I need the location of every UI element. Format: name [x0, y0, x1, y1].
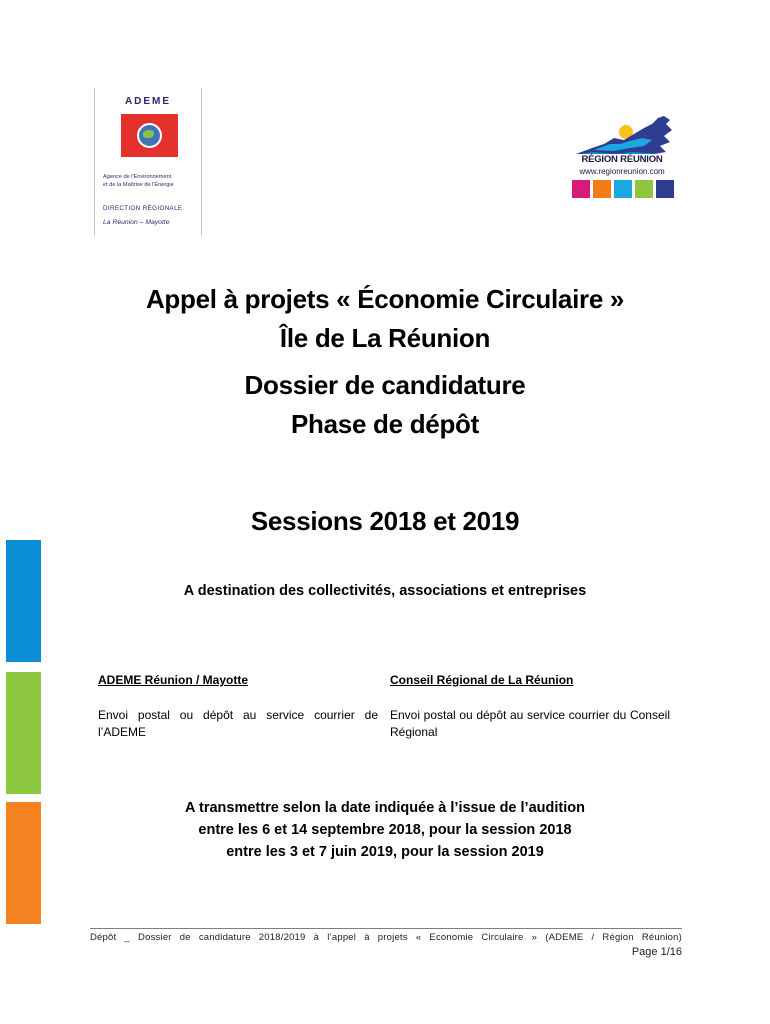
color-swatch	[614, 180, 632, 198]
color-swatch	[635, 180, 653, 198]
region-logo-url: www.regionreunion.com	[579, 167, 665, 176]
side-bar-blue	[6, 540, 41, 662]
side-bar-green	[6, 672, 41, 794]
color-swatch	[656, 180, 674, 198]
ademe-logo-square	[121, 114, 178, 157]
ademe-logo-region: La Réunion – Mayotte	[103, 219, 170, 226]
column-ademe-heading: ADEME Réunion / Mayotte	[98, 673, 249, 687]
transmit-line-2: entre les 6 et 14 septembre 2018, pour la session 2018	[198, 822, 572, 838]
ademe-logo-direction: DIRECTION RÉGIONALE	[103, 205, 183, 212]
footer-text: Dépôt _ Dossier de candidature 2018/2019 à l’appel à projets « Economie Circulaire » (ADEME / Région Réunion)	[90, 932, 682, 943]
title-line-4: Phase de dépôt	[291, 409, 479, 439]
title-line-3: Dossier de candidature	[244, 370, 526, 400]
column-region-heading: Conseil Régional de La Réunion	[390, 673, 574, 687]
color-swatch	[572, 180, 590, 198]
column-region-body: Envoi postal ou dépôt au service courrier du Conseil Régional	[390, 708, 670, 739]
column-ademe-body: Envoi postal ou dépôt au service courrier de l’ADEME	[98, 708, 378, 739]
region-logo-swatches	[572, 180, 674, 198]
color-swatch	[593, 180, 611, 198]
title-line-2: Île de La Réunion	[279, 323, 491, 353]
column-region	[390, 672, 670, 741]
page-number: Page 1/16	[631, 946, 682, 958]
region-reunion-logo	[568, 114, 678, 200]
title-line-1: Appel à projets « Économie Circulaire »	[145, 284, 625, 314]
globe-icon	[137, 123, 162, 148]
audience-line: A destination des collectivités, associations et entreprises	[183, 583, 587, 599]
footer-divider	[90, 928, 682, 929]
column-ademe	[98, 672, 378, 741]
transmit-line-1: A transmettre selon la date indiquée à l’issue de l’audition	[185, 800, 585, 816]
transmit-line-3: entre les 3 et 7 juin 2019, pour la session 2019	[226, 844, 544, 860]
ademe-agency-line2: et de la Maîtrise de l'Énergie	[103, 182, 174, 188]
island-mountain-icon	[574, 114, 674, 156]
ademe-logo-name: ADEME	[124, 96, 172, 107]
sessions-title: Sessions 2018 et 2019	[250, 506, 520, 536]
ademe-agency-line1: Agence de l'Environnement	[103, 174, 172, 180]
region-logo-name: RÉGION RÉUNION	[581, 154, 663, 165]
ademe-logo-agency	[103, 173, 201, 189]
ademe-logo	[94, 88, 202, 236]
